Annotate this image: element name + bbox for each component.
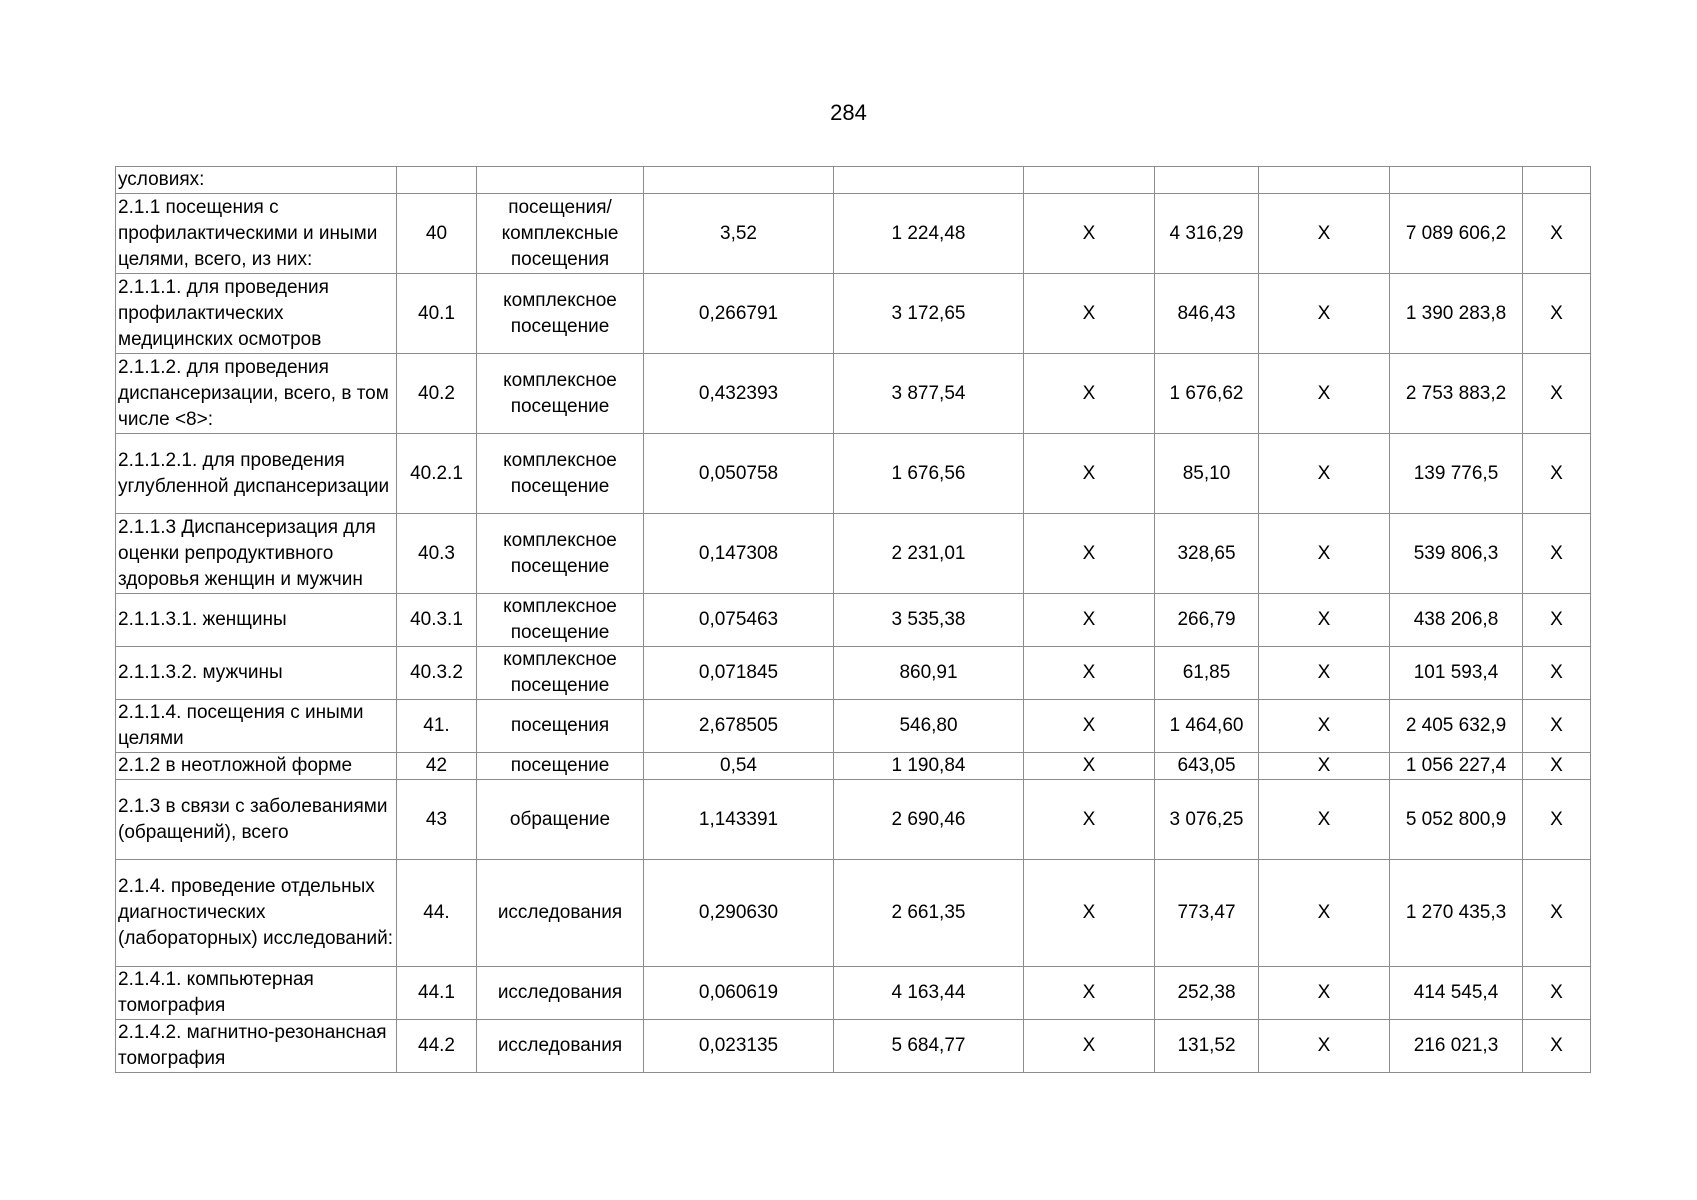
table-body	[116, 167, 1591, 1073]
row-col10-cell: Х	[1523, 860, 1591, 967]
row-name-cell: 2.1.1.3.1. женщины	[116, 594, 397, 647]
row-name-cell: 2.1.1.1. для проведения профилактических медицинских осмотров	[116, 274, 397, 354]
row-volume-cell: 0,266791	[644, 274, 834, 354]
row-cost-cell: 5 684,77	[834, 1020, 1024, 1073]
row-unit-cell: исследования	[477, 1020, 644, 1073]
row-cost-cell: 2 231,01	[834, 514, 1024, 594]
row-col10-cell: Х	[1523, 1020, 1591, 1073]
row-volume-cell: 0,060619	[644, 967, 834, 1020]
row-col7-cell: 328,65	[1155, 514, 1259, 594]
row-col6-cell: Х	[1024, 780, 1155, 860]
row-col10-cell: Х	[1523, 700, 1591, 753]
row-unit-cell: посещения/ комплексные посещения	[477, 194, 644, 274]
row-name-cell: 2.1.3 в связи с заболеваниями (обращений), всего	[116, 780, 397, 860]
row-code-cell: 40.1	[397, 274, 477, 354]
row-col6-cell: Х	[1024, 647, 1155, 700]
row-col8-cell: Х	[1259, 1020, 1390, 1073]
row-col8-cell: Х	[1259, 434, 1390, 514]
row-col8-cell: Х	[1259, 194, 1390, 274]
row-col8-cell: Х	[1259, 514, 1390, 594]
row-col6-cell: Х	[1024, 194, 1155, 274]
row-unit-cell: посещения	[477, 700, 644, 753]
row-col7-cell: 266,79	[1155, 594, 1259, 647]
row-col10-cell: Х	[1523, 594, 1591, 647]
row-col8-cell: Х	[1259, 967, 1390, 1020]
row-col9-cell: 1 270 435,3	[1390, 860, 1523, 967]
row-volume-cell: 2,678505	[644, 700, 834, 753]
row-code-cell: 44.2	[397, 1020, 477, 1073]
data-table	[115, 166, 1591, 1073]
row-col10-cell: Х	[1523, 647, 1591, 700]
row-unit-cell: комплексное посещение	[477, 647, 644, 700]
row-volume-cell: 0,147308	[644, 514, 834, 594]
table-row	[116, 753, 1591, 780]
row-unit-cell: исследования	[477, 860, 644, 967]
row-col6-cell: Х	[1024, 274, 1155, 354]
row-volume-cell	[644, 167, 834, 194]
row-code-cell: 44.	[397, 860, 477, 967]
row-name-cell: 2.1.1.2.1. для проведения углубленной диспансеризации	[116, 434, 397, 514]
row-col10-cell	[1523, 167, 1591, 194]
row-cost-cell: 2 690,46	[834, 780, 1024, 860]
row-col10-cell: Х	[1523, 514, 1591, 594]
row-col6-cell: Х	[1024, 514, 1155, 594]
row-col7-cell: 85,10	[1155, 434, 1259, 514]
row-code-cell: 41.	[397, 700, 477, 753]
row-col6-cell: Х	[1024, 1020, 1155, 1073]
row-unit-cell: комплексное посещение	[477, 354, 644, 434]
row-name-cell: 2.1.4.1. компьютерная томография	[116, 967, 397, 1020]
table-row	[116, 274, 1591, 354]
row-volume-cell: 0,050758	[644, 434, 834, 514]
row-cost-cell: 1 190,84	[834, 753, 1024, 780]
row-unit-cell: комплексное посещение	[477, 514, 644, 594]
row-col7-cell: 3 076,25	[1155, 780, 1259, 860]
row-unit-cell: комплексное посещение	[477, 594, 644, 647]
row-col6-cell: Х	[1024, 354, 1155, 434]
row-code-cell: 40.3.1	[397, 594, 477, 647]
row-col10-cell: Х	[1523, 753, 1591, 780]
row-col9-cell: 101 593,4	[1390, 647, 1523, 700]
row-volume-cell: 0,432393	[644, 354, 834, 434]
row-cost-cell: 1 676,56	[834, 434, 1024, 514]
row-code-cell: 40	[397, 194, 477, 274]
row-col9-cell: 1 390 283,8	[1390, 274, 1523, 354]
row-volume-cell: 0,023135	[644, 1020, 834, 1073]
table-row	[116, 194, 1591, 274]
table-row	[116, 780, 1591, 860]
row-col8-cell	[1259, 167, 1390, 194]
row-col6-cell: Х	[1024, 967, 1155, 1020]
row-unit-cell: обращение	[477, 780, 644, 860]
row-cost-cell: 3 535,38	[834, 594, 1024, 647]
row-col10-cell: Х	[1523, 194, 1591, 274]
row-col8-cell: Х	[1259, 860, 1390, 967]
row-volume-cell: 0,54	[644, 753, 834, 780]
row-col9-cell: 2 753 883,2	[1390, 354, 1523, 434]
row-col7-cell: 61,85	[1155, 647, 1259, 700]
row-name-cell: 2.1.1.2. для проведения диспансеризации, всего, в том числе <8>:	[116, 354, 397, 434]
row-col7-cell: 4 316,29	[1155, 194, 1259, 274]
row-cost-cell: 860,91	[834, 647, 1024, 700]
row-col10-cell: Х	[1523, 780, 1591, 860]
row-col9-cell: 139 776,5	[1390, 434, 1523, 514]
table-row	[116, 647, 1591, 700]
row-code-cell: 40.2.1	[397, 434, 477, 514]
row-cost-cell: 3 172,65	[834, 274, 1024, 354]
row-col8-cell: Х	[1259, 700, 1390, 753]
row-code-cell	[397, 167, 477, 194]
row-col8-cell: Х	[1259, 354, 1390, 434]
row-col9-cell: 539 806,3	[1390, 514, 1523, 594]
row-code-cell: 40.3.2	[397, 647, 477, 700]
row-col7-cell: 773,47	[1155, 860, 1259, 967]
row-unit-cell: посещение	[477, 753, 644, 780]
table-row	[116, 514, 1591, 594]
row-name-cell: 2.1.1.4. посещения с иными целями	[116, 700, 397, 753]
table-row	[116, 434, 1591, 514]
row-cost-cell: 2 661,35	[834, 860, 1024, 967]
row-col7-cell	[1155, 167, 1259, 194]
table-row	[116, 700, 1591, 753]
row-name-cell: 2.1.4.2. магнитно-резонансная томография	[116, 1020, 397, 1073]
row-col7-cell: 1 676,62	[1155, 354, 1259, 434]
row-cost-cell: 4 163,44	[834, 967, 1024, 1020]
row-col6-cell: Х	[1024, 753, 1155, 780]
row-col10-cell: Х	[1523, 967, 1591, 1020]
table-row	[116, 860, 1591, 967]
row-col8-cell: Х	[1259, 594, 1390, 647]
row-volume-cell: 0,071845	[644, 647, 834, 700]
row-col6-cell	[1024, 167, 1155, 194]
row-col8-cell: Х	[1259, 647, 1390, 700]
row-volume-cell: 0,075463	[644, 594, 834, 647]
row-unit-cell	[477, 167, 644, 194]
row-col7-cell: 846,43	[1155, 274, 1259, 354]
row-code-cell: 43	[397, 780, 477, 860]
row-code-cell: 40.2	[397, 354, 477, 434]
row-name-cell: 2.1.4. проведение отдельных диагностических (лабораторных) исследований:	[116, 860, 397, 967]
row-col9-cell: 216 021,3	[1390, 1020, 1523, 1073]
row-col9-cell: 5 052 800,9	[1390, 780, 1523, 860]
row-name-cell: 2.1.1 посещения с профилактическими и иными целями, всего, из них:	[116, 194, 397, 274]
row-code-cell: 40.3	[397, 514, 477, 594]
row-col9-cell: 414 545,4	[1390, 967, 1523, 1020]
row-cost-cell: 546,80	[834, 700, 1024, 753]
row-col9-cell: 7 089 606,2	[1390, 194, 1523, 274]
row-col9-cell: 438 206,8	[1390, 594, 1523, 647]
row-col7-cell: 1 464,60	[1155, 700, 1259, 753]
row-volume-cell: 0,290630	[644, 860, 834, 967]
row-name-cell: 2.1.2 в неотложной форме	[116, 753, 397, 780]
row-col6-cell: Х	[1024, 434, 1155, 514]
row-col10-cell: Х	[1523, 274, 1591, 354]
row-cost-cell: 1 224,48	[834, 194, 1024, 274]
row-unit-cell: исследования	[477, 967, 644, 1020]
row-col6-cell: Х	[1024, 594, 1155, 647]
row-col7-cell: 252,38	[1155, 967, 1259, 1020]
row-name-cell: условиях:	[116, 167, 397, 194]
row-col6-cell: Х	[1024, 700, 1155, 753]
row-name-cell: 2.1.1.3 Диспансеризация для оценки репродуктивного здоровья женщин и мужчин	[116, 514, 397, 594]
row-unit-cell: комплексное посещение	[477, 274, 644, 354]
row-code-cell: 44.1	[397, 967, 477, 1020]
row-col9-cell: 2 405 632,9	[1390, 700, 1523, 753]
row-col9-cell	[1390, 167, 1523, 194]
row-unit-cell: комплексное посещение	[477, 434, 644, 514]
row-col7-cell: 131,52	[1155, 1020, 1259, 1073]
row-volume-cell: 1,143391	[644, 780, 834, 860]
table-row	[116, 967, 1591, 1020]
row-col8-cell: Х	[1259, 274, 1390, 354]
row-name-cell: 2.1.1.3.2. мужчины	[116, 647, 397, 700]
table-row	[116, 594, 1591, 647]
row-col8-cell: Х	[1259, 780, 1390, 860]
row-col8-cell: Х	[1259, 753, 1390, 780]
table-row	[116, 1020, 1591, 1073]
page-number: 284	[830, 100, 867, 125]
table-row	[116, 167, 1591, 194]
row-col7-cell: 643,05	[1155, 753, 1259, 780]
row-volume-cell: 3,52	[644, 194, 834, 274]
row-col10-cell: Х	[1523, 354, 1591, 434]
row-code-cell: 42	[397, 753, 477, 780]
row-col10-cell: Х	[1523, 434, 1591, 514]
row-col6-cell: Х	[1024, 860, 1155, 967]
row-col9-cell: 1 056 227,4	[1390, 753, 1523, 780]
table-row	[116, 354, 1591, 434]
row-cost-cell: 3 877,54	[834, 354, 1024, 434]
row-cost-cell	[834, 167, 1024, 194]
